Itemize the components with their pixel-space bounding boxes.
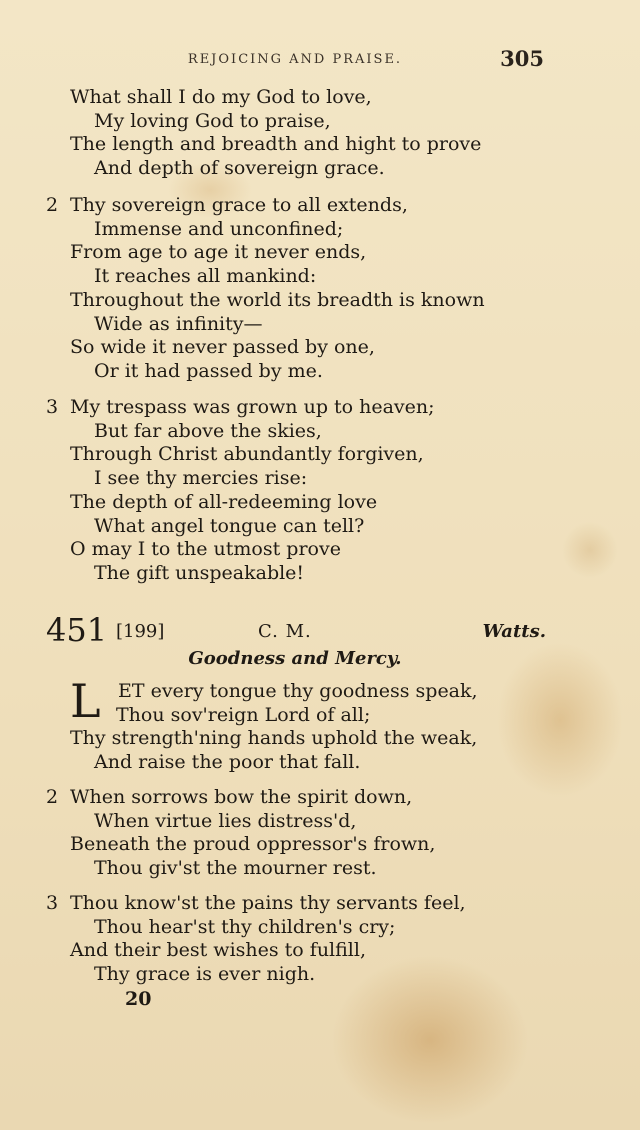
verse-line: Thou sov'reign Lord of all; bbox=[116, 703, 371, 726]
verse-line: Throughout the world its breadth is known bbox=[70, 288, 485, 311]
verse-line: I see thy mercies rise: bbox=[94, 467, 308, 490]
verse-line: It reaches all mankind: bbox=[94, 265, 317, 288]
verse-line: O may I to the utmost prove bbox=[70, 538, 341, 561]
running-head: REJOICING AND PRAISE. bbox=[187, 52, 403, 67]
verse-line: And raise the poor that fall. bbox=[94, 751, 361, 774]
verse-line: So wide it never passed by one, bbox=[70, 336, 375, 359]
hymn-header bbox=[46, 612, 546, 652]
verse-line: ET every tongue thy goodness speak, bbox=[118, 680, 478, 702]
verse-line: Thou giv'st the mourner rest. bbox=[94, 857, 377, 880]
stanza-number: 3 bbox=[46, 396, 59, 418]
hymn-alt-number: [199] bbox=[116, 621, 165, 642]
verse-line: And depth of sovereign grace. bbox=[94, 157, 385, 180]
verse-line: Thou hear'st thy children's cry; bbox=[94, 915, 396, 938]
verse-line: The length and breadth and hight to prove bbox=[70, 133, 482, 156]
verse-line: Immense and unconfined; bbox=[94, 217, 344, 240]
verse-line: What shall I do my God to love, bbox=[70, 86, 372, 108]
continued-stanza-1 bbox=[70, 86, 540, 181]
verse-line: Through Christ abundantly forgiven, bbox=[70, 443, 424, 466]
verse-line: From age to age it never ends, bbox=[70, 241, 367, 264]
stanza-number: 3 bbox=[46, 892, 59, 914]
verse-line: The depth of all-redeeming love bbox=[70, 490, 378, 513]
verse-line: What angel tongue can tell? bbox=[94, 514, 365, 537]
verse-line: Or it had passed by me. bbox=[94, 359, 323, 382]
hymn-meter: C. M. bbox=[258, 621, 312, 642]
verse-line: My trespass was grown up to heaven; bbox=[70, 396, 435, 418]
hymn-title: Goodness and Mercy. bbox=[188, 648, 402, 669]
verse-line: And their best wishes to fulfill, bbox=[70, 939, 366, 962]
hymn-451-stanza-2 bbox=[46, 786, 540, 881]
verse-line: My loving God to praise, bbox=[94, 109, 331, 132]
stanza-number: 2 bbox=[46, 786, 59, 808]
verse-line: Thy grace is ever nigh. bbox=[94, 963, 316, 986]
verse-line: Beneath the proud oppressor's frown, bbox=[70, 833, 436, 856]
verse-line: Thy sovereign grace to all extends, bbox=[70, 194, 408, 216]
continued-stanza-3 bbox=[46, 396, 540, 586]
drop-cap: L bbox=[70, 674, 101, 728]
verse-line: But far above the skies, bbox=[94, 419, 322, 442]
hymn-number: 451 bbox=[46, 611, 108, 649]
hymn-451-stanza-1 bbox=[70, 674, 540, 775]
continued-stanza-2 bbox=[46, 194, 540, 384]
verse-line: Thou know'st the pains thy servants feel, bbox=[70, 892, 466, 914]
verse-line: When sorrows bow the spirit down, bbox=[70, 786, 413, 808]
signature-mark: 20 bbox=[125, 988, 152, 1010]
hymn-author: Watts. bbox=[482, 621, 546, 642]
verse-line: Thy strength'ning hands uphold the weak, bbox=[70, 727, 478, 750]
hymn-451-stanza-3 bbox=[46, 892, 540, 987]
verse-line: When virtue lies distress'd, bbox=[94, 809, 357, 832]
page-number: 305 bbox=[500, 46, 544, 71]
stanza-number: 2 bbox=[46, 194, 59, 216]
verse-line: The gift unspeakable! bbox=[94, 561, 305, 584]
verse-line: Wide as infinity— bbox=[94, 312, 263, 335]
